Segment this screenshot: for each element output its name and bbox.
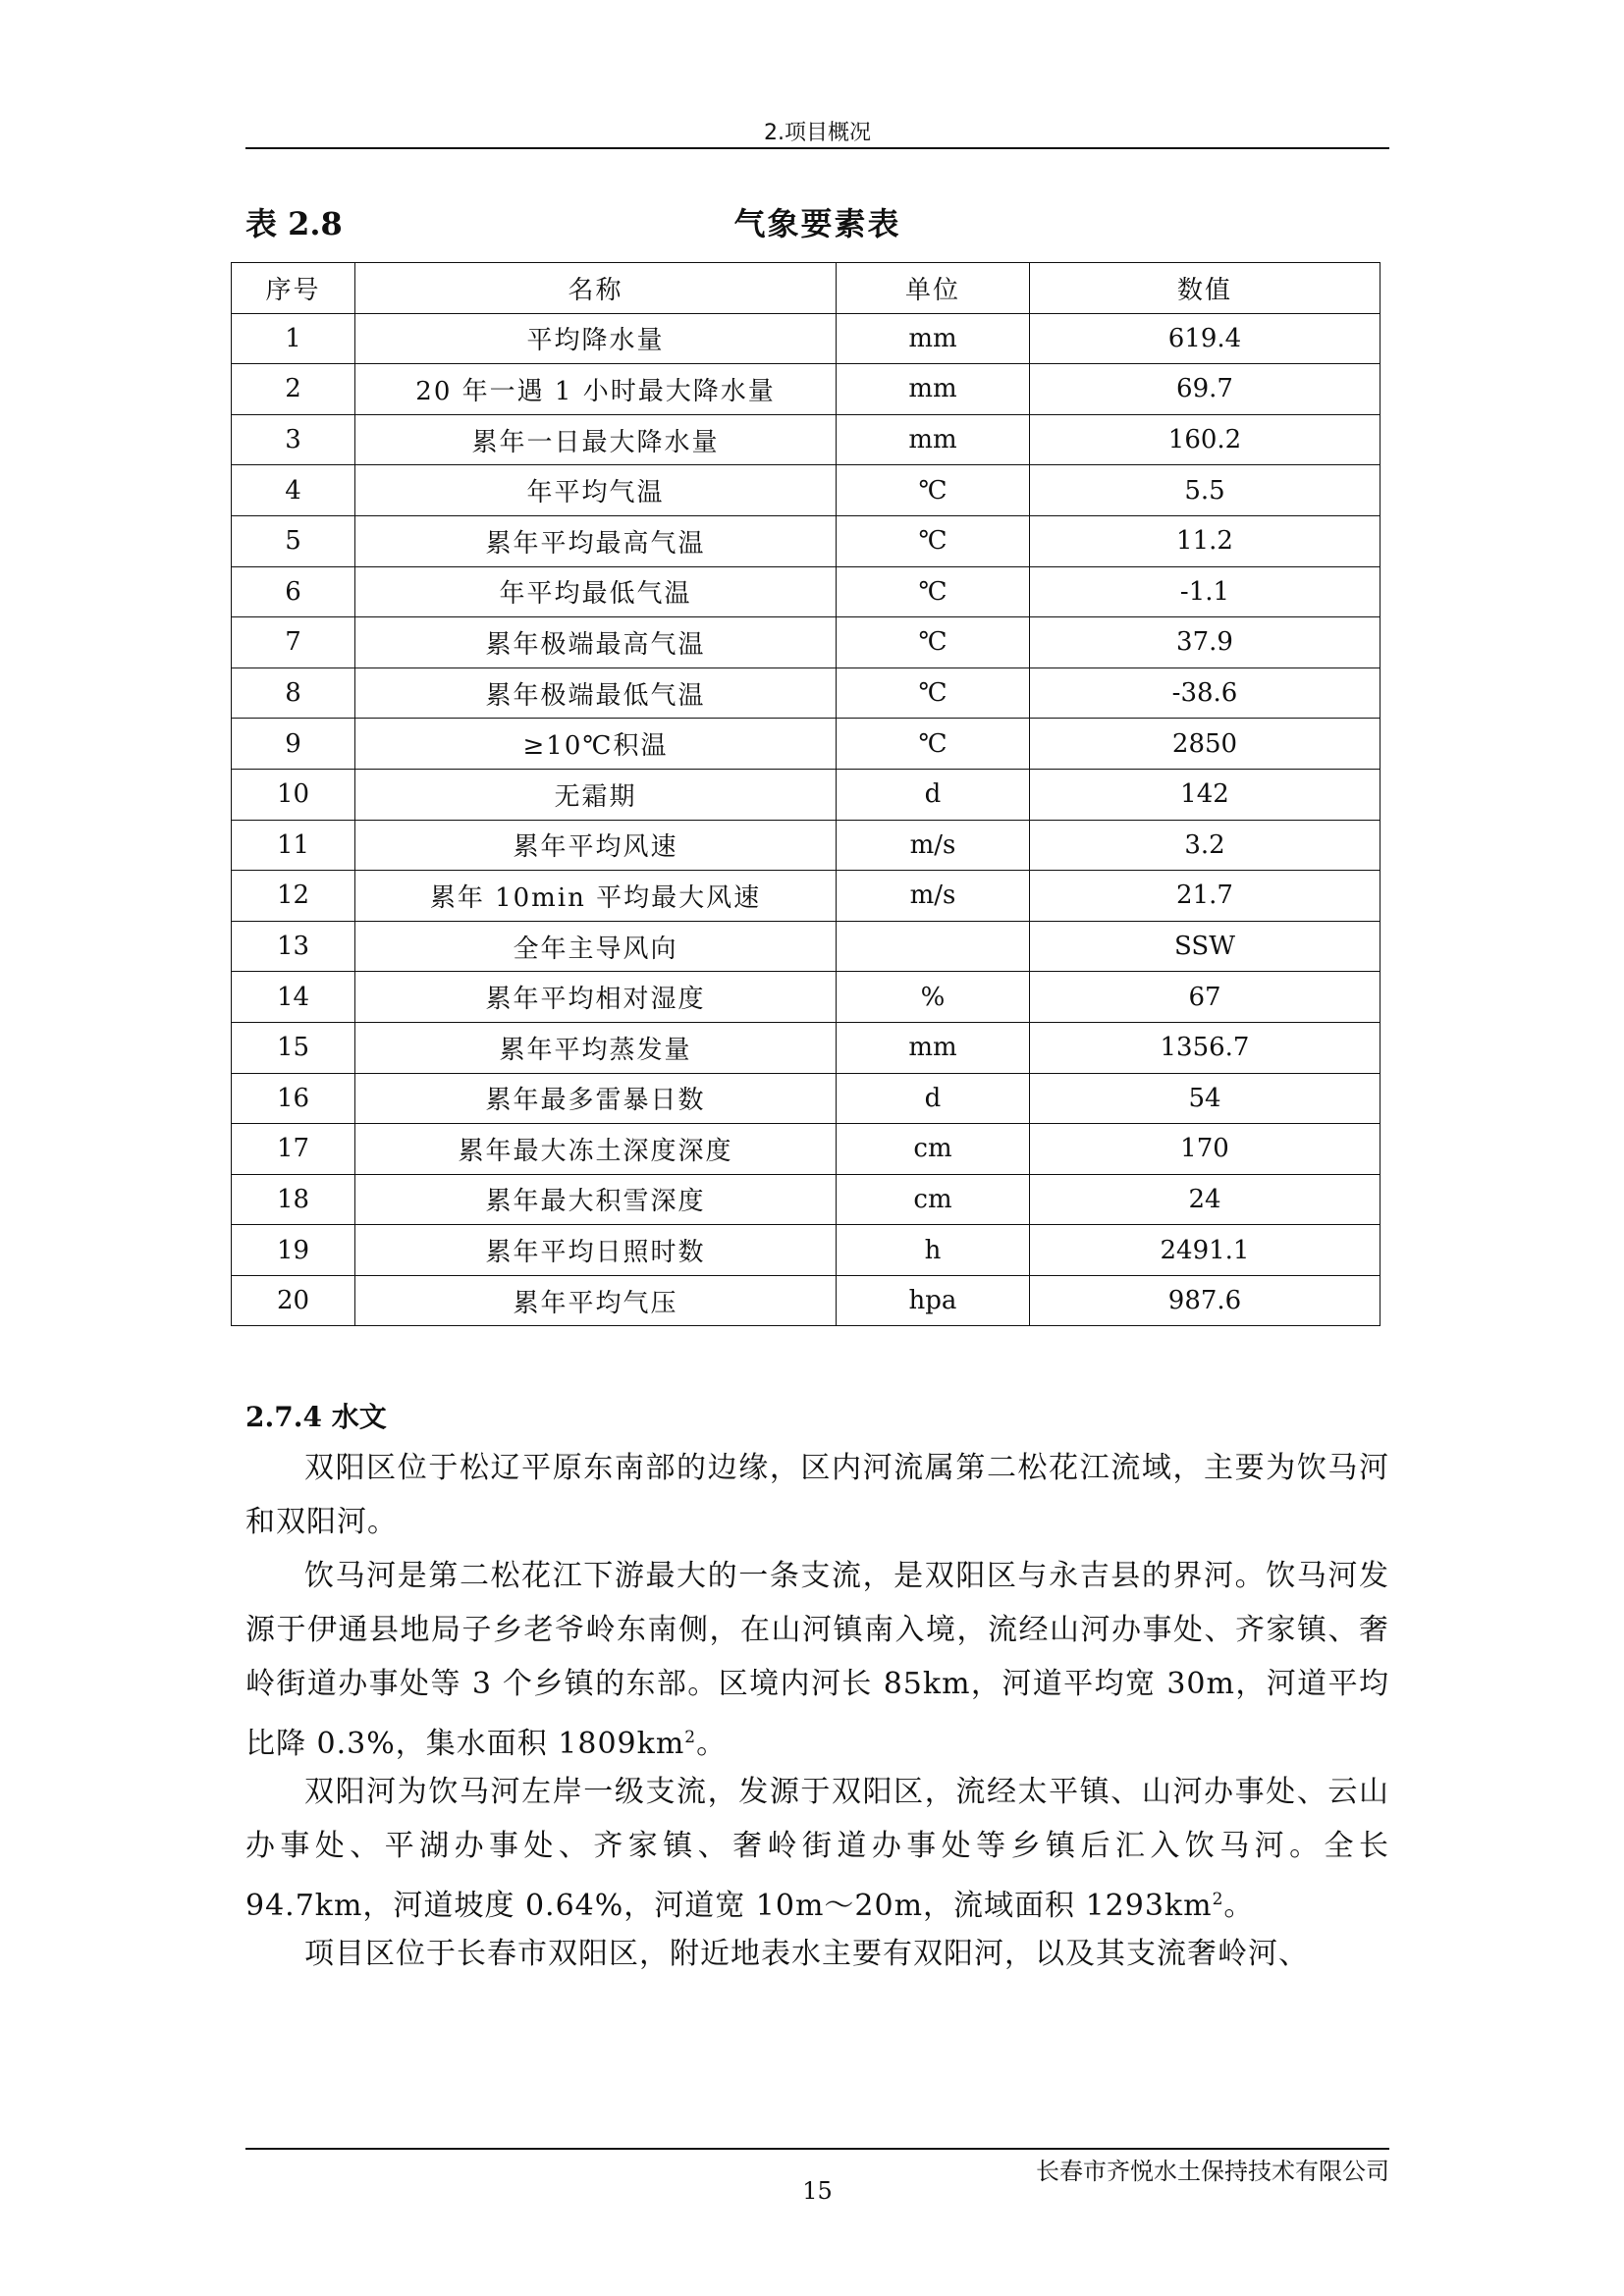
page-number: 15 — [802, 2177, 833, 2205]
table-body — [232, 313, 1380, 1326]
cell-no: 15 — [232, 1022, 355, 1073]
cell-unit: ℃ — [837, 667, 1030, 719]
cell-value: 160.2 — [1030, 414, 1380, 465]
table-row — [232, 719, 1380, 770]
cell-no: 2 — [232, 364, 355, 415]
cell-name: 累年平均气压 — [355, 1275, 837, 1326]
table-row — [232, 769, 1380, 820]
cell-no: 4 — [232, 465, 355, 516]
cell-name: 累年最大冻土深度深度 — [355, 1124, 837, 1175]
table-row — [232, 1022, 1380, 1073]
table-row — [232, 414, 1380, 465]
column-header-no: 序号 — [232, 263, 355, 314]
cell-no: 13 — [232, 921, 355, 972]
cell-no: 14 — [232, 972, 355, 1023]
cell-unit: mm — [837, 364, 1030, 415]
cell-no: 16 — [232, 1073, 355, 1124]
cell-no: 3 — [232, 414, 355, 465]
paragraph-2 — [245, 1549, 1389, 1771]
table-row — [232, 972, 1380, 1023]
column-header-name: 名称 — [355, 263, 837, 314]
column-header-value: 数值 — [1030, 263, 1380, 314]
cell-unit: m/s — [837, 820, 1030, 871]
page-header: 2.项目概况 — [764, 121, 871, 145]
cell-name: 累年平均风速 — [355, 820, 837, 871]
paragraph-4: 项目区位于长春市双阳区，附近地表水主要有双阳河，以及其支流奢岭河、 — [304, 1937, 1309, 1971]
cell-unit — [837, 921, 1030, 972]
cell-value: 987.6 — [1030, 1275, 1380, 1326]
table-row — [232, 667, 1380, 719]
cell-no: 11 — [232, 820, 355, 871]
cell-unit: ℃ — [837, 617, 1030, 668]
cell-no: 6 — [232, 566, 355, 617]
cell-name: 累年平均相对湿度 — [355, 972, 837, 1023]
cell-no: 1 — [232, 313, 355, 364]
cell-unit: cm — [837, 1124, 1030, 1175]
cell-unit: mm — [837, 313, 1030, 364]
cell-name: 累年平均最高气温 — [355, 515, 837, 566]
cell-unit: d — [837, 769, 1030, 820]
paragraph-3-end: 。 — [1223, 1889, 1255, 1923]
table-row — [232, 566, 1380, 617]
cell-value: 67 — [1030, 972, 1380, 1023]
cell-value: SSW — [1030, 921, 1380, 972]
cell-value: 2850 — [1030, 719, 1380, 770]
table-row — [232, 313, 1380, 364]
cell-value: 24 — [1030, 1174, 1380, 1225]
section-heading: 2.7.4 水文 — [245, 1401, 387, 1433]
cell-no: 12 — [232, 871, 355, 922]
cell-value: 142 — [1030, 769, 1380, 820]
cell-value: 37.9 — [1030, 617, 1380, 668]
cell-name: 累年最大积雪深度 — [355, 1174, 837, 1225]
cell-name: 累年平均日照时数 — [355, 1225, 837, 1276]
table-label: 表 2.8 — [245, 205, 343, 242]
cell-name: 平均降水量 — [355, 313, 837, 364]
table-row — [232, 1225, 1380, 1276]
cell-name: 累年平均蒸发量 — [355, 1022, 837, 1073]
table-row — [232, 871, 1380, 922]
cell-value: 2491.1 — [1030, 1225, 1380, 1276]
cell-unit: h — [837, 1225, 1030, 1276]
paragraph-3 — [245, 1765, 1389, 1933]
cell-name: 20 年一遇 1 小时最大降水量 — [355, 364, 837, 415]
cell-name: 累年一日最大降水量 — [355, 414, 837, 465]
table-header-row — [232, 263, 1380, 314]
cell-value: 1356.7 — [1030, 1022, 1380, 1073]
table-row — [232, 1073, 1380, 1124]
cell-value: 5.5 — [1030, 465, 1380, 516]
table-row — [232, 1124, 1380, 1175]
cell-name: ≥10℃积温 — [355, 719, 837, 770]
cell-unit: cm — [837, 1174, 1030, 1225]
cell-unit: hpa — [837, 1275, 1030, 1326]
cell-no: 20 — [232, 1275, 355, 1326]
cell-no: 8 — [232, 667, 355, 719]
cell-value: 3.2 — [1030, 820, 1380, 871]
paragraph-3-text: 双阳河为饮马河左岸一级支流，发源于双阳区，流经太平镇、山河办事处、云山办事处、平湖办事处、齐家镇、奢岭街道办事处等乡镇后汇入饮马河。全长 94.7km，河道坡度 0.64%，河道宽 10m～20m，流域面积 1293km — [245, 1775, 1389, 1923]
meteorological-table — [231, 262, 1380, 1326]
table-row — [232, 364, 1380, 415]
cell-name: 累年极端最高气温 — [355, 617, 837, 668]
superscript-2: 2 — [684, 1728, 697, 1747]
paragraph-2-text: 饮马河是第二松花江下游最大的一条支流，是双阳区与永吉县的界河。饮马河发源于伊通县地局子乡老爷岭东南侧，在山河镇南入境，流经山河办事处、齐家镇、奢岭街道办事处等 3 个乡镇的东部。区境内河长 85km，河道平均宽 30m，河道平均比降 0.3%，集水面积 1809km — [245, 1559, 1389, 1761]
cell-unit: ℃ — [837, 515, 1030, 566]
superscript-3: 2 — [1212, 1890, 1224, 1909]
cell-unit: ℃ — [837, 465, 1030, 516]
table-row — [232, 1174, 1380, 1225]
cell-name: 年平均气温 — [355, 465, 837, 516]
table-row — [232, 617, 1380, 668]
paragraph-1: 双阳区位于松辽平原东南部的边缘，区内河流属第二松花江流域，主要为饮马河和双阳河。 — [245, 1451, 1389, 1539]
cell-no: 5 — [232, 515, 355, 566]
cell-no: 19 — [232, 1225, 355, 1276]
footer-company: 长春市齐悦水土保持技术有限公司 — [1036, 2158, 1389, 2185]
cell-value: 11.2 — [1030, 515, 1380, 566]
cell-name: 累年最多雷暴日数 — [355, 1073, 837, 1124]
cell-no: 18 — [232, 1174, 355, 1225]
table-row — [232, 1275, 1380, 1326]
cell-no: 9 — [232, 719, 355, 770]
cell-value: 619.4 — [1030, 313, 1380, 364]
cell-unit: mm — [837, 414, 1030, 465]
table-row — [232, 465, 1380, 516]
cell-name: 无霜期 — [355, 769, 837, 820]
table-row — [232, 515, 1380, 566]
cell-no: 7 — [232, 617, 355, 668]
table-row — [232, 820, 1380, 871]
cell-value: -38.6 — [1030, 667, 1380, 719]
footer-rule — [245, 2148, 1389, 2150]
table-title: 气象要素表 — [733, 205, 901, 242]
cell-unit: ℃ — [837, 566, 1030, 617]
paragraph-2-end: 。 — [696, 1727, 728, 1761]
table-row — [232, 921, 1380, 972]
header-rule — [245, 147, 1389, 149]
cell-unit: % — [837, 972, 1030, 1023]
cell-name: 累年 10min 平均最大风速 — [355, 871, 837, 922]
cell-no: 17 — [232, 1124, 355, 1175]
cell-name: 全年主导风向 — [355, 921, 837, 972]
column-header-unit: 单位 — [837, 263, 1030, 314]
cell-value: 170 — [1030, 1124, 1380, 1175]
cell-unit: d — [837, 1073, 1030, 1124]
cell-value: -1.1 — [1030, 566, 1380, 617]
cell-unit: m/s — [837, 871, 1030, 922]
cell-value: 21.7 — [1030, 871, 1380, 922]
cell-value: 69.7 — [1030, 364, 1380, 415]
cell-name: 年平均最低气温 — [355, 566, 837, 617]
cell-no: 10 — [232, 769, 355, 820]
cell-unit: ℃ — [837, 719, 1030, 770]
cell-name: 累年极端最低气温 — [355, 667, 837, 719]
cell-value: 54 — [1030, 1073, 1380, 1124]
cell-unit: mm — [837, 1022, 1030, 1073]
